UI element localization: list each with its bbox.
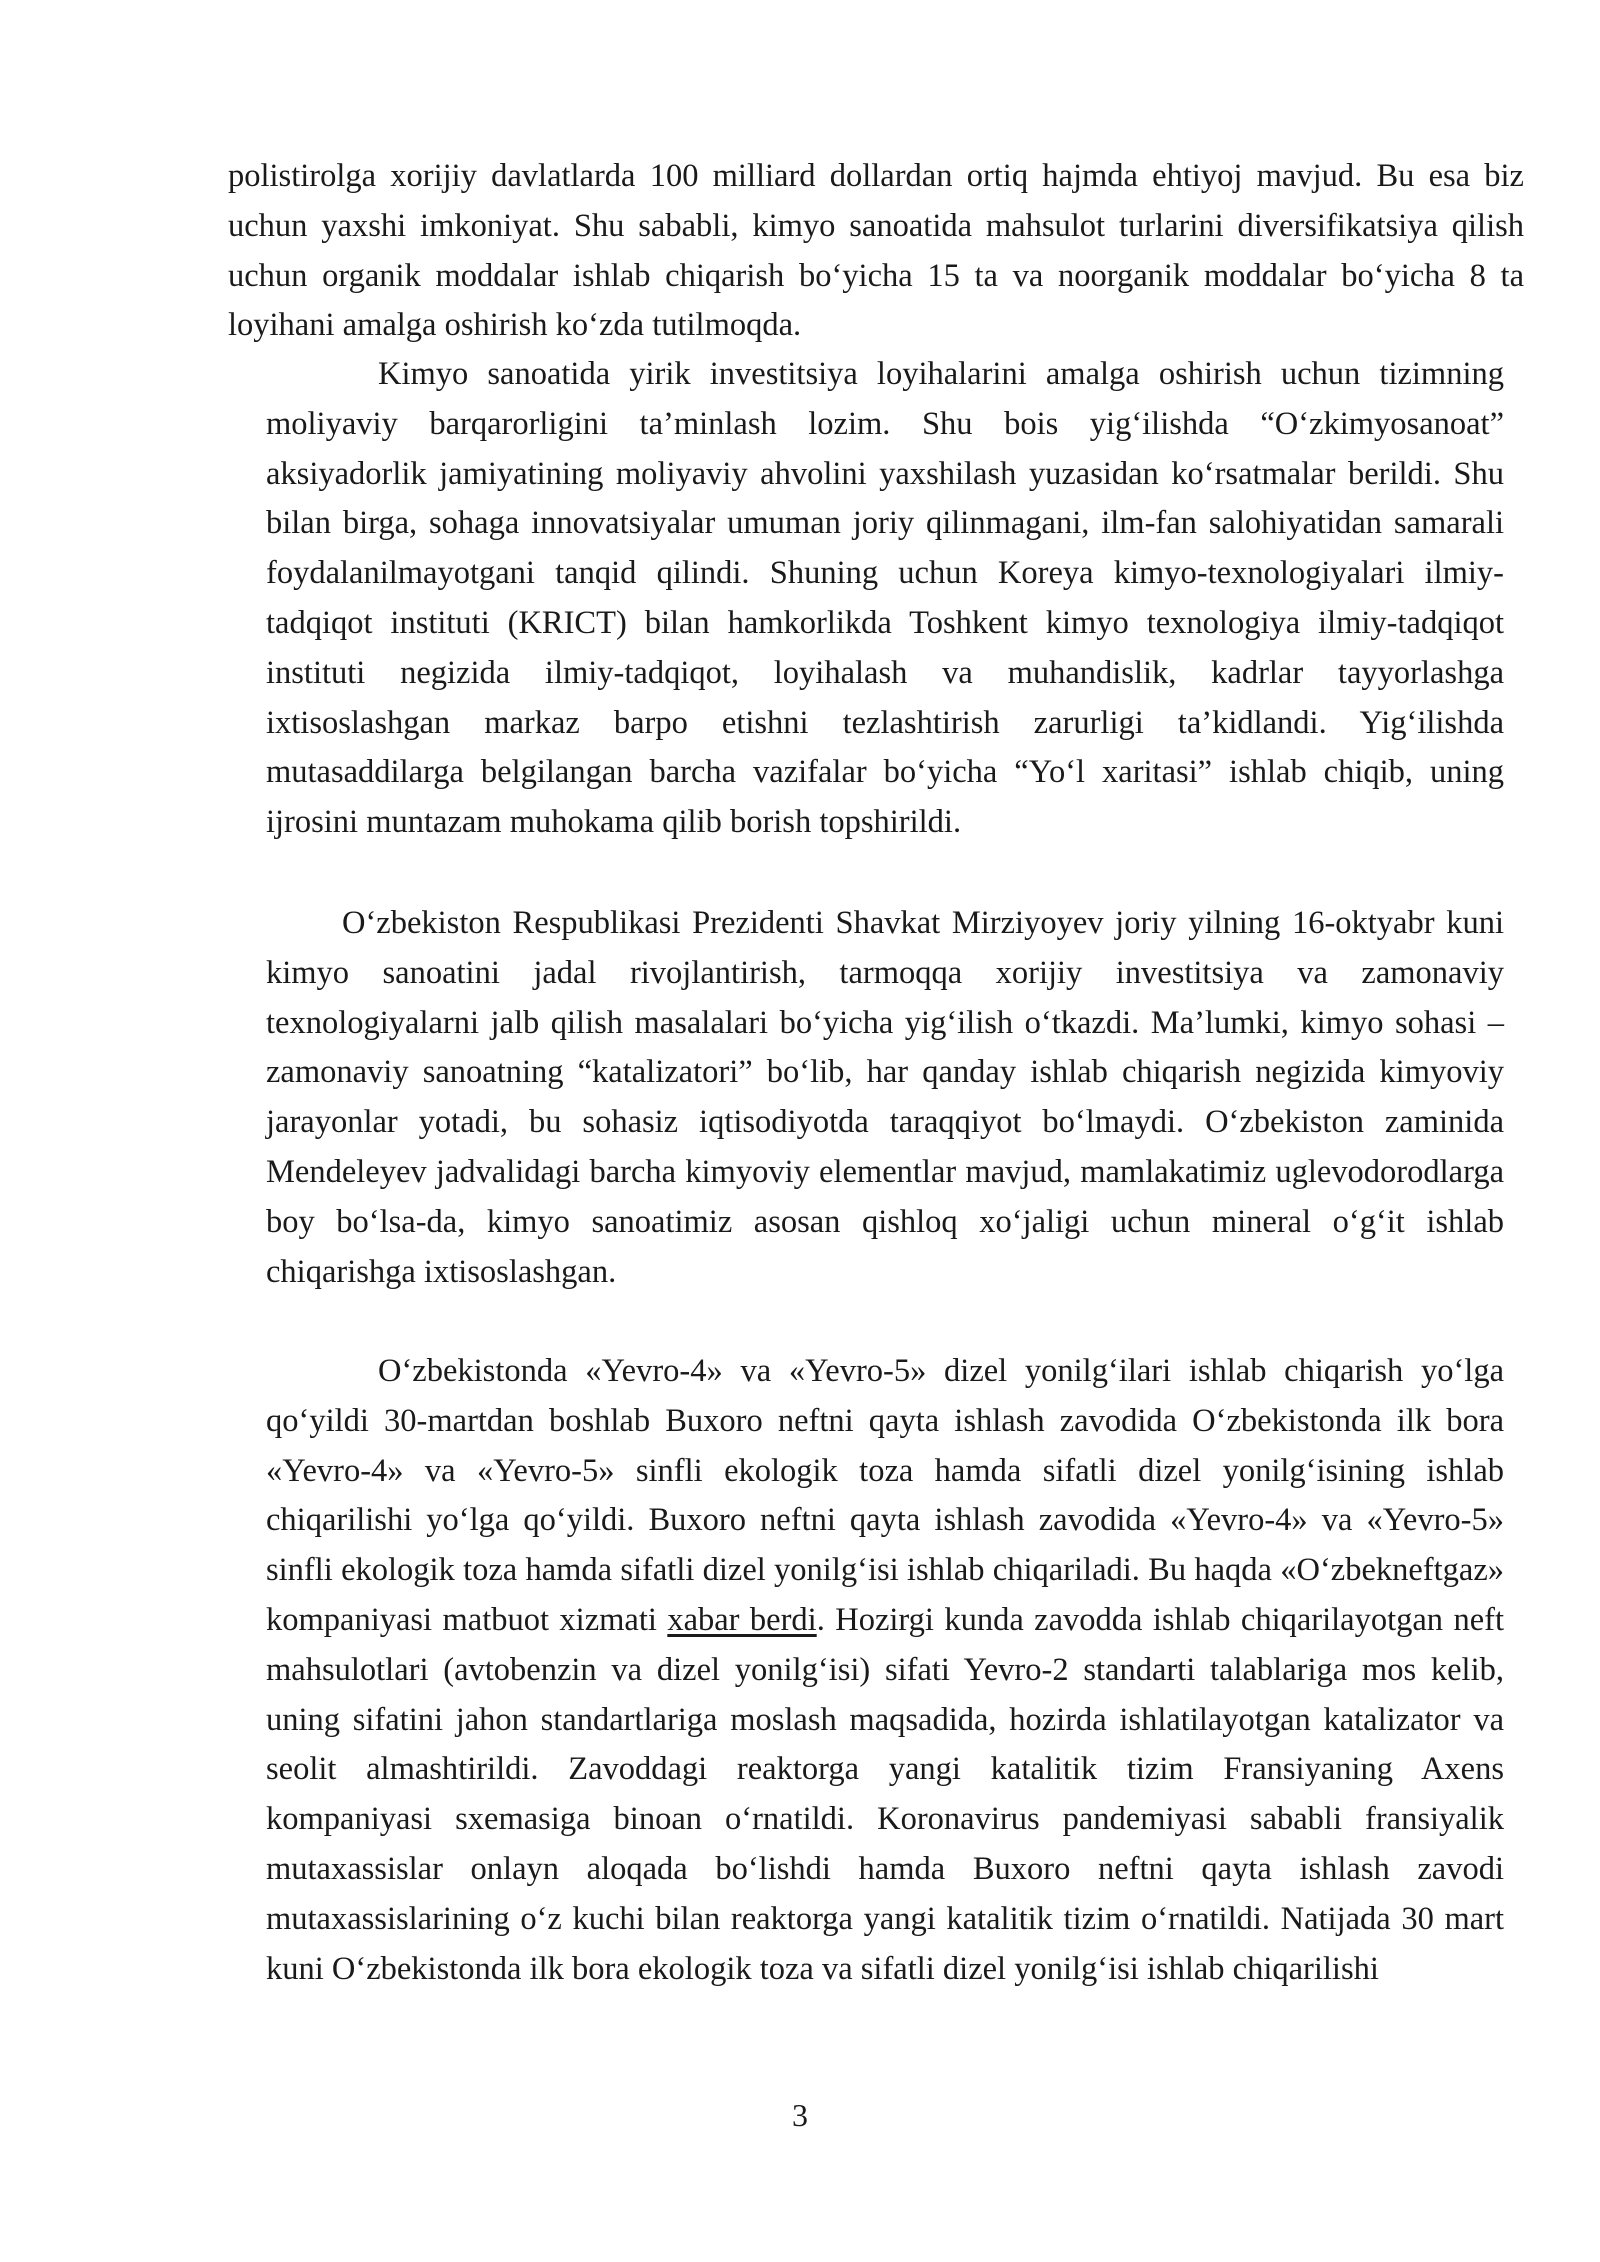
paragraph-4-text-start: O‘zbekistonda «Yevro-4» va «Yevro-5» dizel yonilg‘ilari ishlab chiqarish yo‘lga qo‘yildi 30-martdan boshlab Buxoro neftni qayta ishlash zavodida O‘zbekistonda ilk bora «Yevro-4» va «Yevro-5» sinfli ekologik toza hamda sifatli dizel yonilg‘isining ishlab chiqarilishi yo‘lga qo‘yildi. Buxoro neftni qayta ishlash zavodida «Yevro-4» va «Yevro-5» sinfli ekologik toza hamda sifatli dizel yonilg‘isi ishlab chiqariladi. Bu haqda «O‘zbekneftgaz» kompaniyasi matbuot xizmati — [266, 1353, 1504, 1638]
page-number: 3 — [792, 2097, 808, 2133]
paragraph-1: polistirolga xorijiy davlatlarda 100 milliard dollardan ortiq hajmda ehtiyoj mavjud. Bu esa biz uchun yaxshi imkoniyat. Shu sababli, kimyo sanoatida mahsulot turlarini diversifikatsiya qilish uchun organik moddalar ishlab chiqarish bo‘yicha 15 ta va noorganik moddalar bo‘yicha 8 ta loyihani amalga oshirish ko‘zda tutilmoqda. — [228, 158, 1524, 344]
paragraph-3: O‘zbekiston Respublikasi Prezidenti Shavkat Mirziyoyev joriy yilning 16-oktyabr kuni kimyo sanoatini jadal rivojlantirish, tarmoqqa xorijiy investitsiya va zamonaviy texnologiyalarni jalb qilish masalalari bo‘yicha yig‘ilish o‘tkazdi. Ma’lumki, kimyo sohasi – zamonaviy sanoatning “katalizatori” bo‘lib, har qanday ishlab chiqarish negizida kimyoviy jarayonlar yotadi, bu sohasiz iqtisodiyotda taraqqiyot bo‘lmaydi. O‘zbekiston zaminida Mendeleyev jadvalidagi barcha kimyoviy elementlar mavjud, mamlakatimiz uglevodorodlarga boy bo‘lsa-da, kimyo sanoatimiz asosan qishloq xo‘jaligi uchun mineral o‘g‘it ishlab chiqarishga ixtisoslashgan. — [266, 905, 1504, 1290]
paragraph-4-text-end: . Hozirgi kunda zavodda ishlab chiqarilayotgan neft mahsulotlari (avtobenzin va dizel yonilg‘isi) sifati Yevro-2 standarti talablariga mos kelib, uning sifatini jahon standartlariga moslash maqsadida, hozirda ishlatilayotgan katalizator va seolit almashtirildi. Zavoddagi reaktorga yangi katalitik tizim Fransiyaning Axens kompaniyasi sxemasiga binoan o‘rnatildi. Koronavirus pandemiyasi sababli fransiyalik mutaxassislar onlayn aloqada bo‘lishdi hamda Buxoro neftni qayta ishlash zavodi mutaxassislarining o‘z kuchi bilan reaktorga yangi katalitik tizim o‘rnatildi. Natijada 30 mart kuni O‘zbekistonda ilk bora ekologik toza va sifatli dizel yonilg‘isi ishlab chiqarilishi — [266, 1601, 1504, 1987]
paragraph-2: Kimyo sanoatida yirik investitsiya loyihalarini amalga oshirish uchun tizimning moliyaviy barqarorligini ta’minlash lozim. Shu bois yig‘ilishda “O‘zkimyosanoat” aksiyadorlik jamiyatining moliyaviy ahvolini yaxshilash yuzasidan ko‘rsatmalar berildi. Shu bilan birga, sohaga innovatsiyalar umuman joriy qilinmagani, ilm-fan salohiyatidan samarali foydalanilmayotgani tanqid qilindi. Shuning uchun Koreya kimyo-texnologiyalari ilmiy-tadqiqot instituti (KRICT) bilan hamkorlikda Toshkent kimyo texnologiya ilmiy-tadqiqot instituti negizida ilmiy-tadqiqot, loyihalash va muhandislik, kadrlar tayyorlashga ixtisoslashgan markaz barpo etishni tezlashtirish zarurligi ta’kidlandi. Yig‘ilishda mutasaddilarga belgilangan barcha vazifalar bo‘yicha “Yo‘l xaritasi” ishlab chiqib, uning ijrosini muntazam muhokama qilib borish topshirildi. — [266, 356, 1504, 841]
xabar-berdi-link[interactable]: xabar berdi — [667, 1601, 817, 1638]
paragraph-4 — [266, 1347, 1504, 1994]
